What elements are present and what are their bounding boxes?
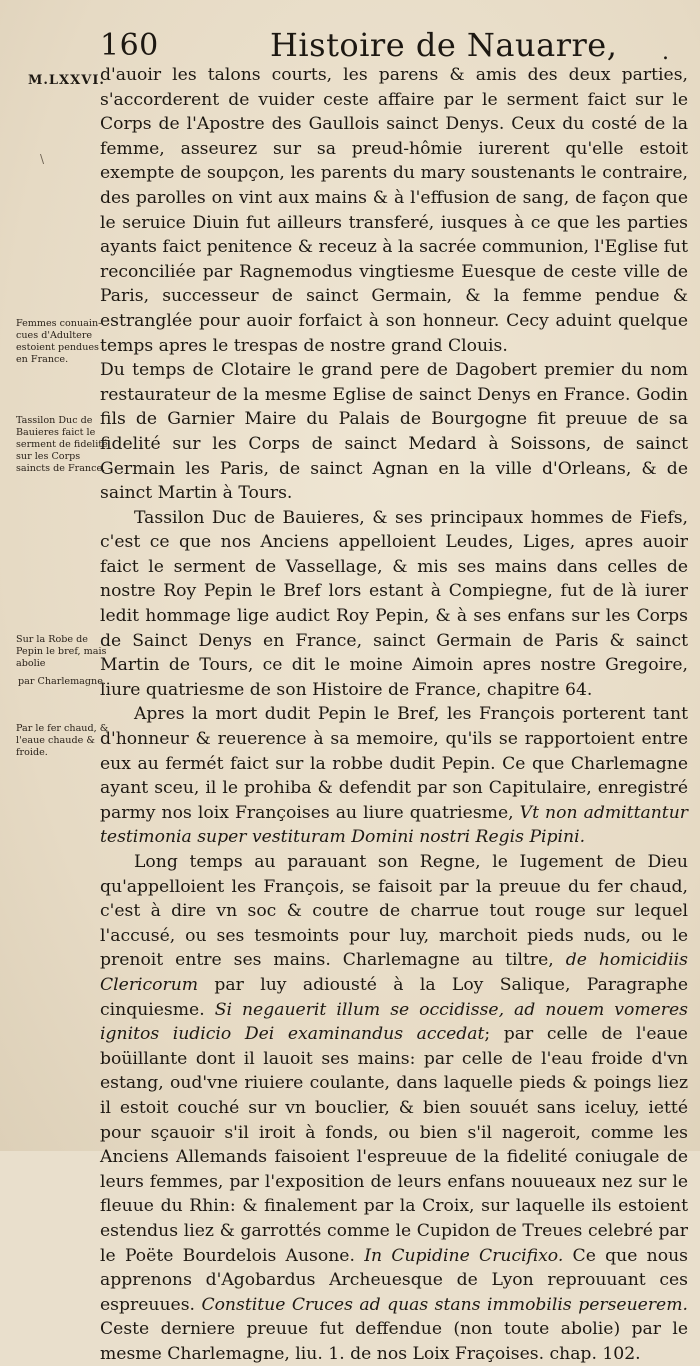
paragraph — [100, 850, 688, 1366]
running-title: Histoire de Nauarre, — [270, 26, 618, 64]
latin-quote: In Cupidine Crucifixo. — [364, 1245, 564, 1266]
text-run: ; par celle de l'eaue boüillante dont il lauoit ses mains: par celle de l'eau froide d'vn estang, oud'vne riuiere coulante, dans laquelle pieds & poings liez il estoit couché sur vn bouclier, & bien souuét sans iceluy, ietté pour sçauoir s'il iroit à fonds, ou bien s'il nageroit, comme les Anciens Allemands faisoient l'espreuue de la fidelité coniugale de leurs femmes, par l'exposition de leurs enfans nouueaux nez sur le fleuue du Rhin: & finalement par la Croix, sur laquelle ils estoient estendus liez & garrottés comme le Cupidon de Treues celebré par le Poëte Bourdelois Ausone. — [100, 1024, 688, 1266]
margin-note-tassilon: Tassilon Duc de Bauieres faict le serment de fidelité sur les Corps saincts de France. — [16, 415, 108, 474]
margin-note-adultery: Femmes conuain-cues d'Adultere estoient pendues en France. — [16, 318, 102, 365]
latin-quote: Constitue Cruces ad quas stans immobilis perseuerem. — [201, 1294, 688, 1315]
text-run: par luy adiousté à la Loy Salique, Paragraphe cinquiesme. — [100, 974, 688, 1020]
main-text — [100, 63, 688, 1366]
text-run: Du temps de Clotaire le grand pere de Dagobert premier du nom restaurateur de la mesme Eglise de sainct Denys en France. Godin fils de Garnier Maire du Palais de Bourgogne fit preuue de sa fidelité sur les Corps de sainct Medard à Soissons, de sainct Germain les Paris, de sainct Agnan en la ville d'Orleans, & de sainct Martin à Tours. — [100, 360, 688, 504]
latin-quote: Vt non admittantur testimonia super vestituram Domini nostri Regis Pipini. — [100, 802, 688, 848]
page-number: 160 — [100, 28, 159, 63]
margin-year: M.LXXVI. — [28, 73, 105, 88]
text-run: Ce que nous apprenons d'Agobardus Archeuesque de Lyon reprouuant ces espreuues. — [100, 1245, 688, 1315]
margin-note-robe: Sur la Robe de Pepin le bref, mais abolie — [16, 634, 107, 669]
paragraph — [100, 358, 688, 506]
latin-quote: Si negauerit illum se occidisse, ad nouem vomeres ignitos iudicio Dei examinandus accedat — [100, 999, 689, 1045]
margin-note-ordeal: Par le fer chaud, & l'eaue chaude & froide. — [16, 723, 109, 758]
corner-mark: . — [662, 40, 669, 65]
latin-quote: de homicidiis Clericorum — [100, 950, 688, 995]
text-run: Tassilon Duc de Bauieres, & ses principaux hommes de Fiefs, c'est ce que nos Anciens appelloient Leudes, Liges, apres auoir faict le serment de Vassellage, & mis ses mains dans celles de nostre Roy Pepin le Bref lors estant à Compiegne, fut de là iurer ledit hommage lige audict Roy Pepin, & à ses enfans sur les Corps de Sainct Denys en France, sainct Germain de Paris & sainct Martin de Tours, ce dit le moine Aimoin apres nostre Gregoire, liure quatriesme de son Histoire de France, chapitre 64. — [100, 507, 688, 700]
margin-notes — [0, 0, 112, 1151]
margin-note-charlemagne: par Charlemagne. — [18, 676, 106, 687]
text-run: d'auoir les talons courts, les parens & amis des deux parties, s'accorderent de vuider ceste affaire par le serment faict sur le Corps de l'Apostre des Gaullois sainct Denys. Ceux du costé de la femme, asseurez sur sa preud-hômie iurerent qu'elle estoit exempte de soupçon, les parents du mary soustenants le contraire, des parolles on vint aux mains & à l'effusion de sang, de façon que le seruice Diuin fut ailleurs transferé, iusques à ce que les parties ayants faict penitence & receuz à la sacrée communion, l'Eglise fut reconciliée par Ragnemodus vingtiesme Euesque de ceste ville de Paris, successeur de sainct Germain, & la femme pendue & estranglée pour auoir forfaict à son honneur. Cecy aduint quelque temps apres le trespas de nostre grand Clouis. — [100, 65, 688, 356]
text-run: Apres la mort dudit Pepin le Bref, les François porterent tant d'honneur & reuerence à sa memoire, qu'ils se rapportoient entre eux au fermét faict sur la robbe dudit Pepin. Ce que Charlemagne ayant sceu, il le prohiba & defendit par son Capitulaire, enregistré parmy nos loix Françoises au liure quatriesme, — [100, 704, 688, 823]
paragraph — [100, 702, 688, 850]
text-run: Long temps au parauant son Regne, le Iugement de Dieu qu'appelloient les François, se faisoit par la preuue du fer chaud, c'est à dire vn soc & coutre de charrue tout rouge sur lequel l'accusé, ou ses tesmoints pour luy, marchoit pieds nuds, ou le prenoit entre ses mains. Charlemagne au tiltre, — [100, 852, 688, 971]
text-run: Ceste derniere preuue fut deffendue (non toute abolie) par le mesme Charlemagne, liu. 1. de nos Loix Fraçoises. chap. 102. — [100, 1319, 688, 1364]
stray-mark: \ — [40, 152, 45, 166]
paragraph — [100, 506, 688, 703]
paragraph — [100, 63, 688, 358]
